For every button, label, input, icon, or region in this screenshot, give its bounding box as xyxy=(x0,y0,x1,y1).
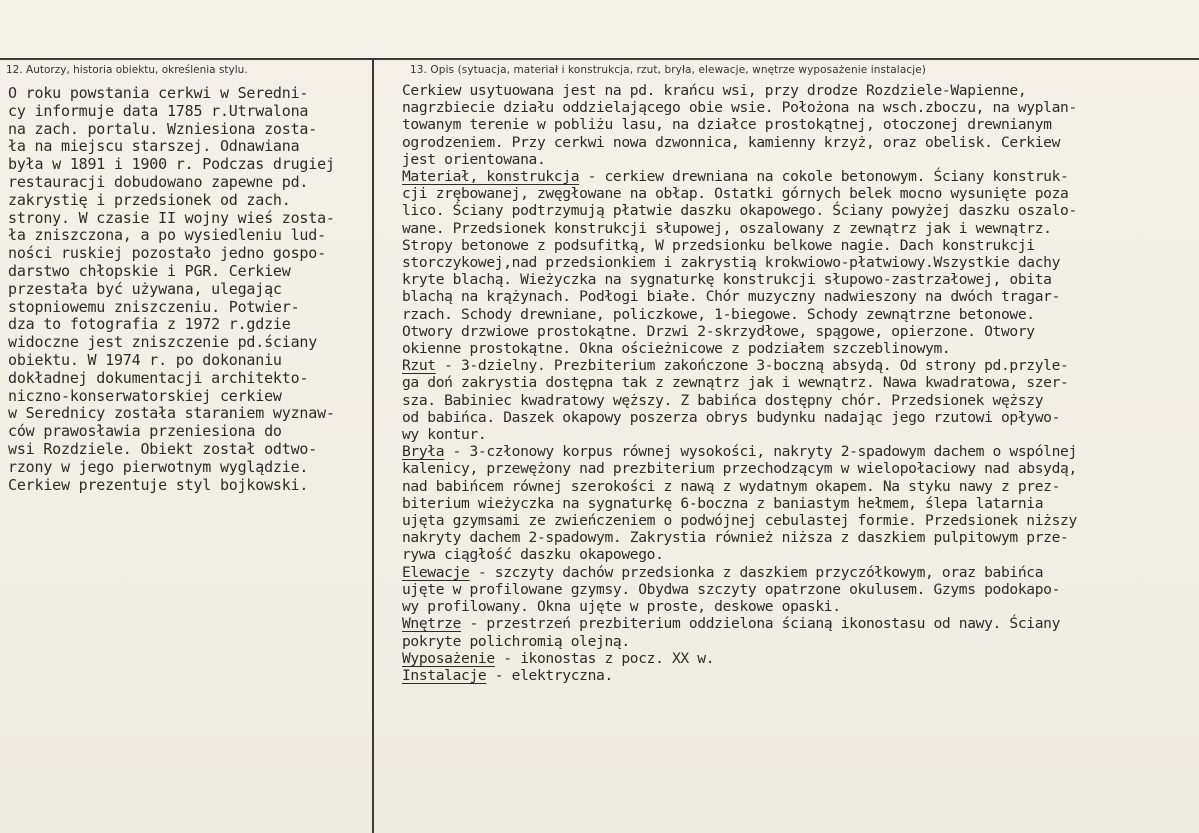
history-text-line: obiektu. W 1974 r. po dokonaniu xyxy=(8,350,282,369)
section-text: - przestrzeń prezbiterium oddzielona ścianą ikonostasu od nawy. Ściany xyxy=(461,615,1061,633)
section-heading: Wnętrze xyxy=(402,615,462,633)
section-text: - ikonostas z pocz. XX w. xyxy=(494,649,715,667)
section-text: kalenicy, przewężony nad prezbiterium przechodzącym w wielopołaciowy nad absydą, xyxy=(402,460,1077,478)
history-text-line: zakrystię i przedsionek od zach. xyxy=(8,190,291,209)
section-text: pokryte polichromią olejną. xyxy=(402,632,630,650)
history-text-line: restauracji dobudowano zapewne pd. xyxy=(8,172,309,191)
top-rule xyxy=(0,58,1199,60)
history-text-line: widoczne jest zniszczenie pd.ściany xyxy=(8,333,318,352)
section-text: Otwory drzwiowe prostokątne. Drzwi 2-skrzydłowe, spągowe, opierzone. Otwory xyxy=(402,322,1035,340)
description-text-line xyxy=(402,254,1194,271)
history-text-line: stopniowemu zniszczeniu. Potwier- xyxy=(8,297,300,316)
section-text: ujęte w profilowane gzymsy. Obydwa szczyty opatrzone okulusem. Gzyms podokapo- xyxy=(402,580,1061,598)
section-text: okienne prostokątne. Okna ościeżnicowe z podziałem szczeblinowym. xyxy=(402,340,951,358)
column-divider xyxy=(372,58,374,833)
history-text-line: w Serednicy została staraniem wyznaw- xyxy=(8,404,335,423)
section-text: - 3-członowy korpus równej wysokości, nakryty 2-spadowym dachem o wspólnej xyxy=(444,443,1077,461)
header-field-12: 12. Autorzy, historia obiektu, określenia stylu. xyxy=(6,64,248,76)
description-text-line xyxy=(402,529,1194,546)
description-text-line xyxy=(402,357,1194,374)
section-text: nagrzbiecie działu oddzielającego obie wsie. Położona na wsch.zboczu, na wyplan- xyxy=(402,99,1077,117)
section-heading: Rzut xyxy=(402,357,436,375)
section-text: ogrodzeniem. Przy cerkwi nowa dzwonnica, kamienny krzyż, oraz obelisk. Cerkiew xyxy=(402,133,1061,151)
description-text-line xyxy=(402,409,1194,426)
history-text-line: wsi Rozdziele. Obiekt został odtwo- xyxy=(8,439,318,458)
description-text-line xyxy=(402,82,1194,99)
description-text-line xyxy=(402,598,1194,615)
section-text: lico. Ściany podtrzymują płatwie daszku okapowego. Ściany powyżej daszku oszalo- xyxy=(402,202,1077,220)
description-text-line xyxy=(402,151,1194,168)
section-text: biterium wieżyczka na sygnaturkę 6-boczna z baniastym hełmem, ślepa latarnia xyxy=(402,494,1044,512)
description-text-line xyxy=(402,237,1194,254)
section-text: wy kontur. xyxy=(402,426,487,444)
description-text-line xyxy=(402,581,1194,598)
history-text-line: cy informuje data 1785 r.Utrwalona xyxy=(8,101,309,120)
history-text-line: strony. W czasie II wojny wieś zosta- xyxy=(8,208,335,227)
section-text: sza. Babiniec kwadratowy węższy. Z babińca dostępny chór. Przedsionek węższy xyxy=(402,391,1044,409)
section-text: jest orientowana. xyxy=(402,150,546,168)
history-text-line: Cerkiew prezentuje styl bojkowski. xyxy=(8,475,309,494)
history-text-column xyxy=(8,85,368,494)
section-heading: Instalacje xyxy=(402,666,487,684)
history-text-line: dokładnej dokumentacji architekto- xyxy=(8,368,309,387)
description-text-line xyxy=(402,426,1194,443)
description-text-line xyxy=(402,306,1194,323)
header-field-13: 13. Opis (sytuacja, materiał i konstrukcja, rzut, bryła, elewacje, wnętrze wyposażenie instalacje) xyxy=(410,64,927,76)
section-text: Cerkiew usytuowana jest na pd. krańcu wsi, przy drodze Rozdziele-Wapienne, xyxy=(402,82,1027,99)
history-text-line: na zach. portalu. Wzniesiona zosta- xyxy=(8,119,318,138)
description-text-line xyxy=(402,99,1194,116)
section-text: wane. Przedsionek konstrukcji słupowej, oszalowany z zewnątrz jak i wewnątrz. xyxy=(402,219,1052,237)
history-text-line: rzony w jego pierwotnym wyglądzie. xyxy=(8,457,309,476)
section-text: Stropy betonowe z podsufitką, W przedsionku belkowe nagie. Dach konstrukcji xyxy=(402,236,1035,254)
section-text: nad babińcem równej szerokości z nawą z wydatnym okapem. Na styku nawy z prez- xyxy=(402,477,1061,495)
description-text-line xyxy=(402,564,1194,581)
description-text-line xyxy=(402,168,1194,185)
description-text-line xyxy=(402,202,1194,219)
history-text-line: darstwo chłopskie i PGR. Cerkiew xyxy=(8,261,291,280)
description-text-line xyxy=(402,134,1194,151)
section-text: blachą na krążynach. Podłogi białe. Chór muzyczny nadwieszony na dwóch tragar- xyxy=(402,288,1061,306)
section-text: cji zrębowanej, zwęgłowane na obłap. Ostatki górnych belek mocno wysunięte poza xyxy=(402,185,1069,203)
description-text-line xyxy=(402,323,1194,340)
description-text-line xyxy=(402,633,1194,650)
section-text: rywa ciągłość daszku okapowego. xyxy=(402,546,664,564)
history-text-line: była w 1891 i 1900 r. Podczas drugiej xyxy=(8,155,335,174)
section-text: kryte blachą. Wieżyczka na sygnaturkę konstrukcji słupowo-zastrzałowej, obita xyxy=(402,271,1052,289)
description-text-line xyxy=(402,288,1194,305)
description-text-line xyxy=(402,271,1194,288)
section-text: od babińca. Daszek okapowy poszerza obrys budynku nadając jego rzutowi opływo- xyxy=(402,408,1061,426)
description-text-line xyxy=(402,495,1194,512)
description-text-line xyxy=(402,220,1194,237)
history-text-line: dza to fotografia z 1972 r.gdzie xyxy=(8,315,291,334)
section-text: rzach. Schody drewniane, policzkowe, 1-biegowe. Schody zewnątrzne betonowe. xyxy=(402,305,1035,323)
description-text-line xyxy=(402,116,1194,133)
section-heading: Bryła xyxy=(402,443,445,461)
history-text-line: niczno-konserwatorskiej cerkiew xyxy=(8,386,282,405)
description-text-line xyxy=(402,512,1194,529)
description-text-column xyxy=(402,82,1194,684)
section-heading: Elewacje xyxy=(402,563,470,581)
description-text-line xyxy=(402,185,1194,202)
description-text-line xyxy=(402,546,1194,563)
section-text: - cerkiew drewniana na cokole betonowym. Ściany konstruk- xyxy=(579,168,1069,186)
description-text-line xyxy=(402,650,1194,667)
description-text-line xyxy=(402,392,1194,409)
description-text-line xyxy=(402,615,1194,632)
description-text-line xyxy=(402,667,1194,684)
section-text: towanym terenie w pobliżu lasu, na działce prostokątnej, otoczonej drewnianym xyxy=(402,116,1052,134)
history-text-line: O roku powstania cerkwi w Seredni- xyxy=(8,84,309,102)
description-text-line xyxy=(402,460,1194,477)
section-text: storczykowej,nad przedsionkiem i zakrystią krokwiowo-płatwiowy.Wszystkie dachy xyxy=(402,254,1061,272)
description-text-line xyxy=(402,374,1194,391)
section-text: ujęta gzymsami ze zwieńczeniem o podwójnej cebulastej formie. Przedsionek niższy xyxy=(402,512,1077,530)
description-text-line xyxy=(402,340,1194,357)
section-text: wy profilowany. Okna ujęte w proste, deskowe opaski. xyxy=(402,598,841,616)
history-text-line: ła zniszczona, a po wysiedleniu lud- xyxy=(8,226,326,245)
section-text: - szczyty dachów przedsionka z daszkiem przyczółkowym, oraz babińca xyxy=(469,563,1044,581)
history-text-line: ła na miejscu starszej. Odnawiana xyxy=(8,137,300,156)
history-text-line: ności ruskiej pozostało jedno gospo- xyxy=(8,244,326,263)
history-text-line: przestała być używana, ulegając xyxy=(8,279,282,298)
section-heading: Wyposażenie xyxy=(402,649,495,667)
section-text: - 3-dzielny. Prezbiterium zakończone 3-boczną absydą. Od strony pd.przyle- xyxy=(435,357,1069,375)
section-text: - elektryczna. xyxy=(486,666,613,684)
section-text: nakryty dachem 2-spadowym. Zakrystia również niższa z daszkiem pulpitowym prze- xyxy=(402,529,1069,547)
section-text: ga doń zakrystia dostępna tak z zewnątrz jak i wewnątrz. Nawa kwadratowa, szer- xyxy=(402,374,1069,392)
history-text-line: ców prawosławia przeniesiona do xyxy=(8,422,282,441)
description-text-line xyxy=(402,443,1194,460)
section-heading: Materiał, konstrukcja xyxy=(402,168,580,186)
description-text-line xyxy=(402,478,1194,495)
